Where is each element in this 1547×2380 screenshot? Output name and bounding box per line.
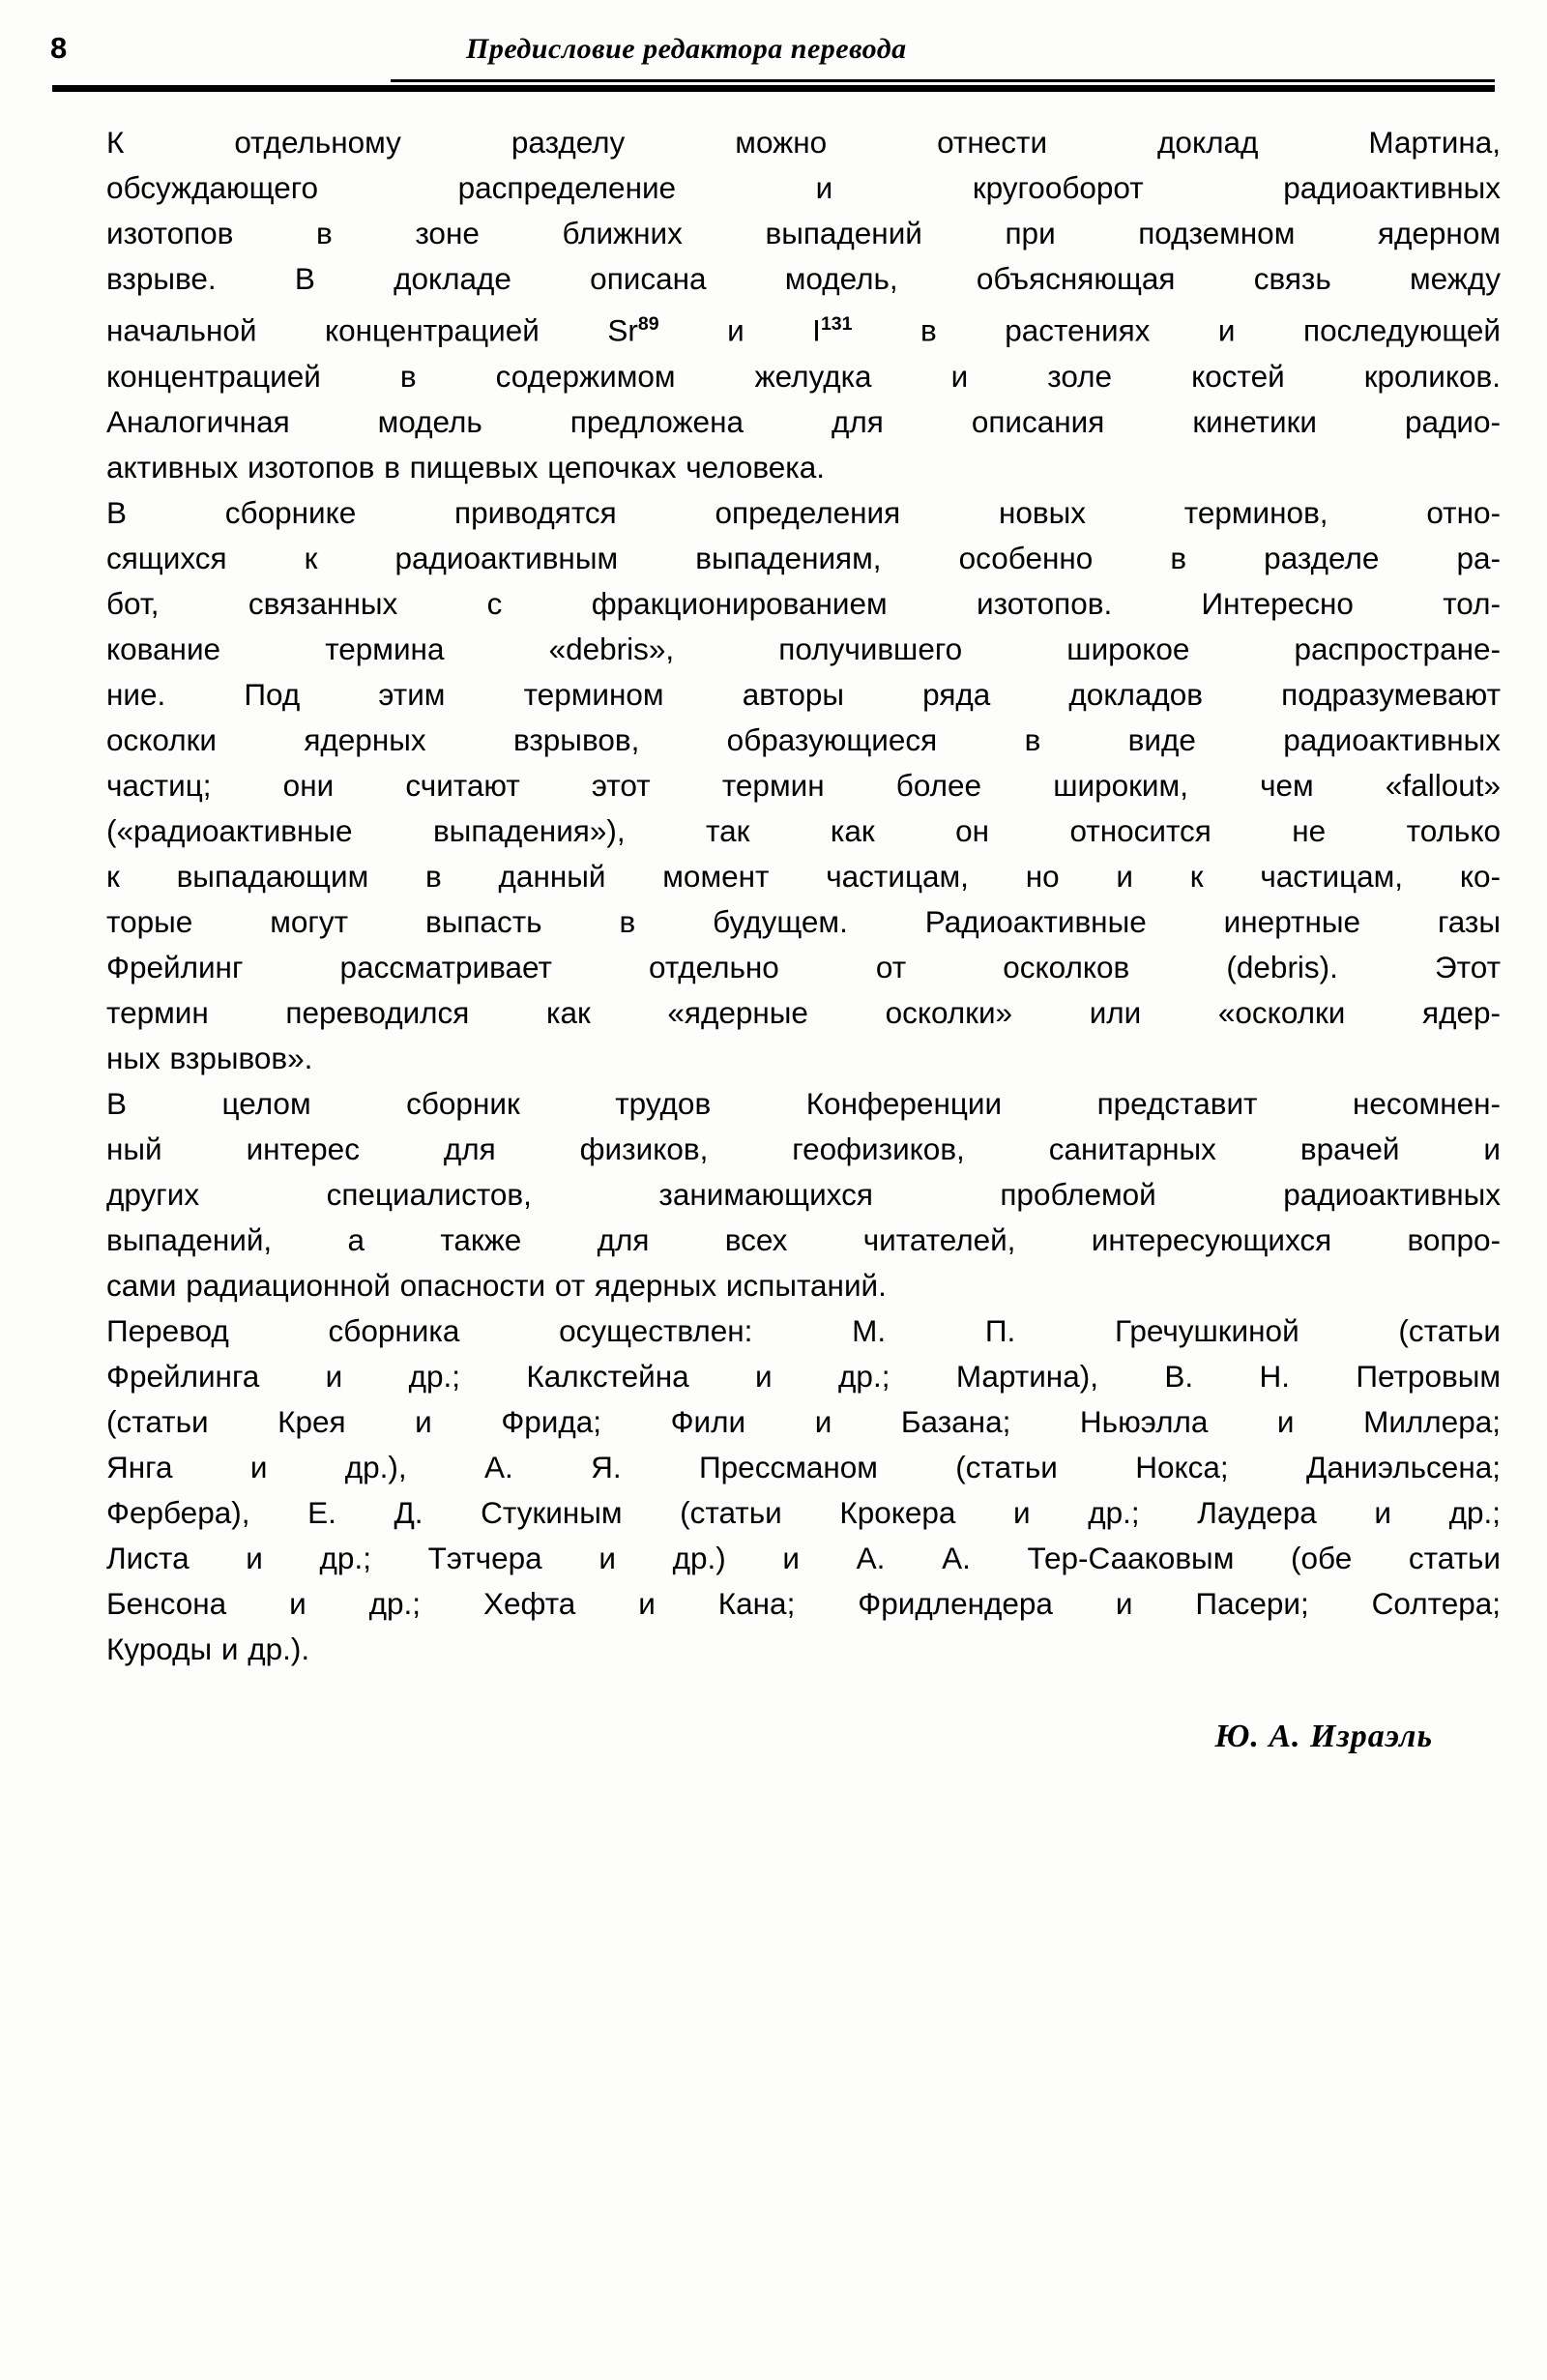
text-line: бот, связанных с фракционированием изотопов. Интересно тол- [106, 585, 1501, 621]
text-line: обсуждающего распределение и кругооборот радиоактивных [106, 170, 1501, 205]
text-line: активных изотопов в пищевых цепочках человека. [106, 449, 825, 485]
page-header [50, 25, 1501, 93]
text-line: Перевод сборника осуществлен: М. П. Гречушкиной (статьи [106, 1312, 1501, 1348]
text-line: частиц; они считают этот термин более широким, чем «fallout» [106, 767, 1501, 803]
text-line: («радиоактивные выпадения»), так как он относится не только [106, 812, 1501, 848]
text-line: Янга и др.), А. Я. Прессманом (статьи Нокса; Даниэльсена; [106, 1449, 1501, 1484]
superscript-131: 131 [820, 313, 853, 335]
text-line: к выпадающим в данный момент частицам, но и к частицам, ко- [106, 858, 1501, 894]
paragraph-3 [50, 1081, 1501, 1308]
text-line: выпадений, а также для всех читателей, интересующихся вопро- [106, 1221, 1501, 1257]
superscript-89: 89 [637, 313, 659, 335]
running-title: Предисловие редактора перевода [466, 33, 907, 65]
page-number: 8 [50, 31, 68, 65]
text-line: ных взрывов». [106, 1040, 313, 1075]
text-fragment: начальной концентрацией Sr [106, 312, 638, 348]
text-line: других специалистов, занимающихся проблемой радиоактивных [106, 1176, 1501, 1212]
body-text [50, 120, 1501, 1672]
text-line: К отдельному разделу можно отнести доклад Мартина, [106, 125, 1501, 160]
text-line: Аналогичная модель предложена для описания кинетики радио- [106, 403, 1501, 439]
text-fragment: и I [658, 312, 821, 348]
paragraph-2 [50, 490, 1501, 1081]
text-line: кование термина «debris», получившего широкое распростране- [106, 631, 1501, 666]
text-line: концентрацией в содержимом желудка и золе костей кроликов. [106, 358, 1501, 394]
text-line: сящихся к радиоактивным выпадениям, особенно в разделе ра- [106, 540, 1501, 575]
text-line: торые могут выпасть в будущем. Радиоактивные инертные газы [106, 903, 1501, 939]
text-fragment: в растениях и последующей [852, 312, 1502, 348]
header-rule-thin [391, 79, 1495, 82]
text-line: Фербера), Е. Д. Стукиным (статьи Крокера и др.; Лаудера и др.; [106, 1494, 1501, 1530]
text-line: Фрейлинг рассматривает отдельно от осколков (debris). Этот [106, 949, 1501, 984]
text-line: термин переводился как «ядерные осколки» или «осколки ядер- [106, 994, 1501, 1030]
text-line: (статьи Крея и Фрида; Фили и Базана; Ньюэлла и Миллера; [106, 1403, 1501, 1439]
text-line: осколки ядерных взрывов, образующиеся в виде радиоактивных [106, 721, 1501, 757]
header-rule-thick [52, 85, 1495, 92]
text-line: ние. Под этим термином авторы ряда докладов подразумевают [106, 676, 1501, 712]
text-line: Бенсона и др.; Хефта и Кана; Фридлендера и Пасери; Солтера; [106, 1585, 1501, 1621]
paragraph-4 [50, 1308, 1501, 1672]
text-line: ный интерес для физиков, геофизиков, санитарных врачей и [106, 1131, 1501, 1166]
text-line: В сборнике приводятся определения новых терминов, отно- [106, 494, 1501, 530]
text-line: В целом сборник трудов Конференции представит несомнен- [106, 1085, 1501, 1121]
text-line: Листа и др.; Тэтчера и др.) и А. А. Тер-Сааковым (обе статьи [106, 1540, 1501, 1575]
text-line-with-superscripts [50, 302, 1501, 354]
page-content [50, 25, 1501, 1755]
text-line: Фрейлинга и др.; Калкстейна и др.; Мартина), В. Н. Петровым [106, 1358, 1501, 1394]
text-line: Куроды и др.). [106, 1631, 310, 1666]
text-line: сами радиационной опасности от ядерных испытаний. [106, 1267, 887, 1303]
text-line: изотопов в зоне ближних выпадений при подземном ядерном [106, 216, 1501, 250]
editor-signature: Ю. А. Израэль [1214, 1718, 1433, 1754]
paragraph-1 [50, 120, 1501, 490]
text-line: взрыве. В докладе описана модель, объясняющая связь между [106, 261, 1501, 296]
